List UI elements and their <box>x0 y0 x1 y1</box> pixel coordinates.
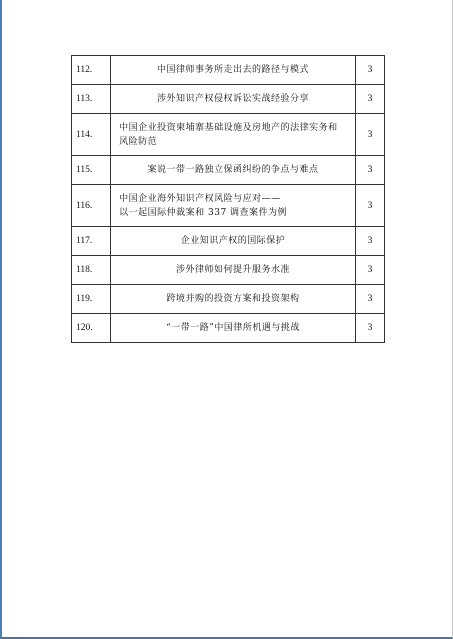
table-row <box>72 285 385 314</box>
course-title-line: 中国企业海外知识产权风险与应对—— <box>119 193 281 204</box>
table-row <box>72 256 385 285</box>
course-title: 企业知识产权的国际保护 <box>111 227 356 256</box>
row-number: 113. <box>72 85 111 114</box>
course-hours: 3 <box>355 114 384 156</box>
row-number: 119. <box>72 285 111 314</box>
course-title-line: 以一起国际仲裁案和 337 调查案件为例 <box>119 207 288 218</box>
table-row <box>72 156 385 185</box>
course-title-line: 中国企业投资柬埔寨基础设施及房地产的法律实务和 <box>119 122 338 133</box>
table-row <box>72 227 385 256</box>
table-row <box>72 314 385 343</box>
course-title: 案说一带一路独立保函纠纷的争点与难点 <box>111 156 356 185</box>
course-title: 涉外律师如何提升服务水准 <box>111 256 356 285</box>
course-hours: 3 <box>355 285 384 314</box>
course-hours: 3 <box>355 156 384 185</box>
course-hours: 3 <box>355 256 384 285</box>
course-hours: 3 <box>355 185 384 227</box>
course-title: 跨境并购的投资方案和投资架构 <box>111 285 356 314</box>
row-number: 120. <box>72 314 111 343</box>
course-hours: 3 <box>355 85 384 114</box>
course-hours: 3 <box>355 314 384 343</box>
course-title <box>111 114 356 156</box>
row-number: 115. <box>72 156 111 185</box>
course-title <box>111 185 356 227</box>
course-table <box>71 55 385 343</box>
row-number: 118. <box>72 256 111 285</box>
row-number: 112. <box>72 56 111 85</box>
row-number: 117. <box>72 227 111 256</box>
table-row <box>72 85 385 114</box>
course-title: 涉外知识产权侵权诉讼实战经验分享 <box>111 85 356 114</box>
table-row <box>72 56 385 85</box>
course-hours: 3 <box>355 56 384 85</box>
course-title-line: 风险防范 <box>119 136 158 147</box>
table-row <box>72 185 385 227</box>
course-title: “一带一路”中国律所机遇与挑战 <box>111 314 356 343</box>
row-number: 114. <box>72 114 111 156</box>
course-title: 中国律师事务所走出去的路径与模式 <box>111 56 356 85</box>
course-hours: 3 <box>355 227 384 256</box>
table-row <box>72 114 385 156</box>
row-number: 116. <box>72 185 111 227</box>
